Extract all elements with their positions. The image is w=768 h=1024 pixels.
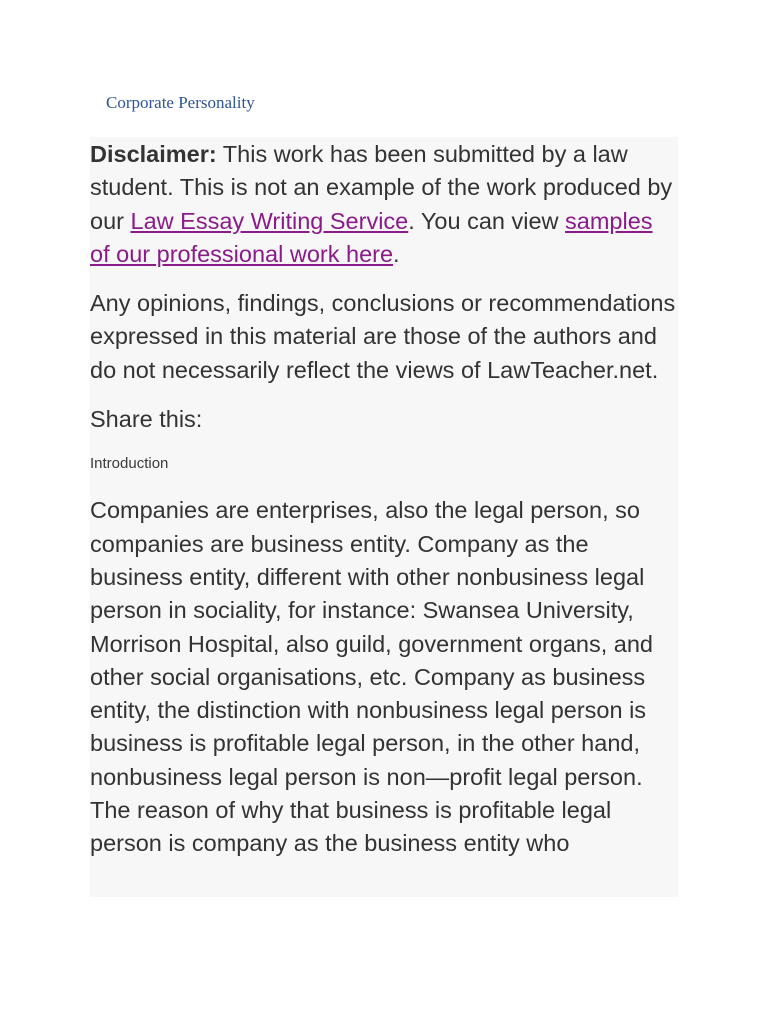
disclaimer-paragraph xyxy=(90,138,678,271)
content-panel xyxy=(90,137,678,897)
disclaimer-text-1: This work has been submitted by a law student. This is not an example of the work produced by our xyxy=(90,141,673,234)
document-title: Corporate Personality xyxy=(106,93,255,112)
disclaimer-text-3: . xyxy=(393,240,400,267)
law-essay-writing-service-link[interactable]: Law Essay Writing Service xyxy=(130,207,409,234)
disclaimer-label: Disclaimer: xyxy=(90,141,217,167)
disclaimer-text-2: . You can view xyxy=(408,207,566,234)
introduction-heading: Introduction xyxy=(90,455,169,473)
opinions-paragraph: Any opinions, findings, conclusions or recommendations expressed in this material are those of the authors and do not necessarily reflect the views of LawTeacher.net. xyxy=(90,290,676,383)
professional-samples-link[interactable]: samples of our professional work here xyxy=(90,207,653,267)
body-paragraph: Companies are enterprises, also the legal person, so companies are business entity. Company as the business entity, different with other nonbusiness legal person in sociality, for instance: Swansea University, Morrison Hospital, also guild, government organs, and other social organisations, etc. Company as business entity, the distinction with nonbusiness legal person is business is profitable legal person, in the other hand, nonbusiness legal person is non—profit legal person. The reason of why that business is profitable legal person is company as the business entity who xyxy=(90,497,653,857)
share-label: Share this: xyxy=(90,406,203,433)
